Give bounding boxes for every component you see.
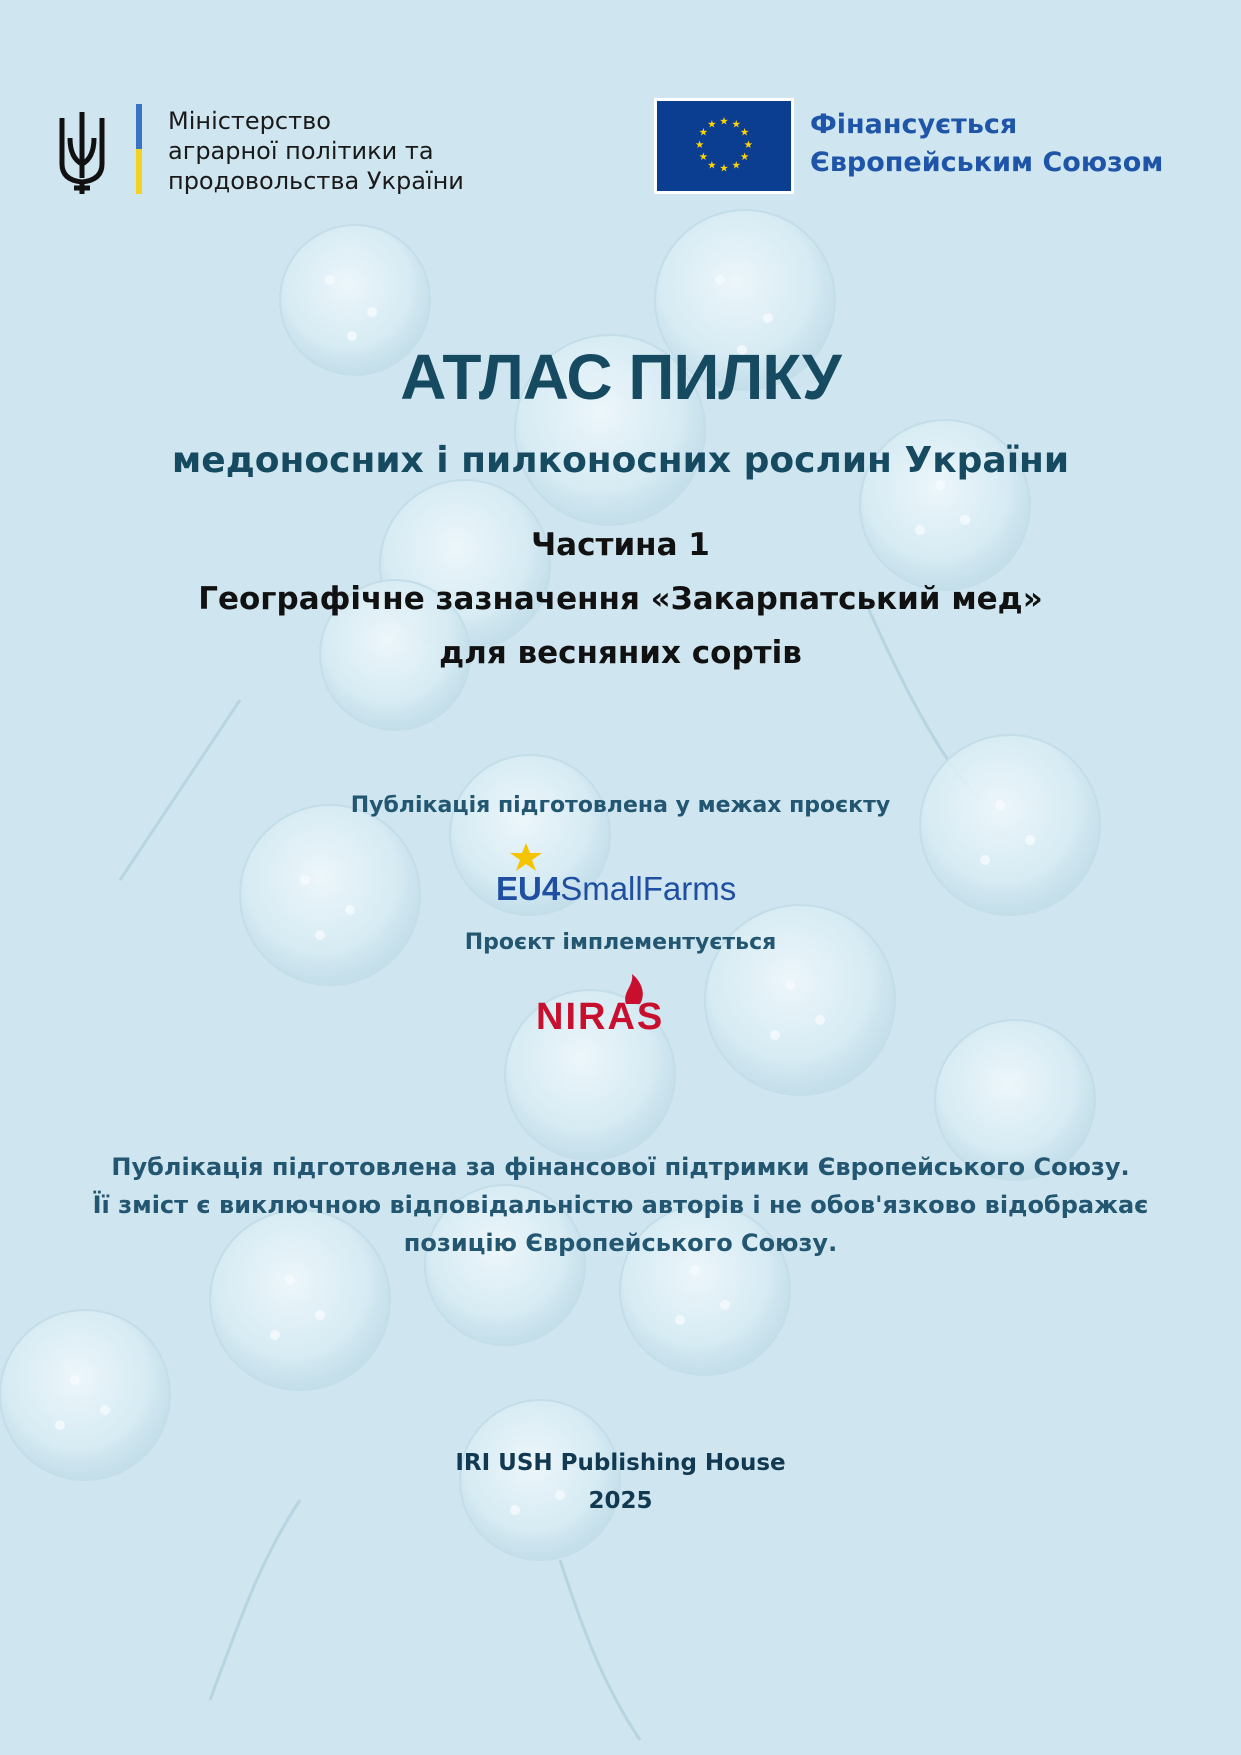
eu4smallfarms-logo-bold: EU4 (496, 870, 561, 907)
eu-funding-block (654, 98, 1194, 198)
disclaimer-line: Публікація підготовлена за фінансової підтримки Європейського Союзу. (111, 1153, 1130, 1181)
niras-logo (530, 972, 710, 1040)
disclaimer-line: Її зміст є виключною відповідальністю авторів і не обов'язково відображає (92, 1191, 1149, 1219)
eu-funding-text (810, 106, 1163, 182)
eu-funding-line: Європейським Союзом (810, 147, 1164, 178)
svg-text:★: ★ (698, 126, 708, 139)
part-line: Географічне зазначення «Закарпатський мед» (198, 581, 1043, 617)
svg-text:★: ★ (740, 151, 750, 164)
ministry-name-line: Міністерство (168, 107, 331, 135)
part-line: Частина 1 (531, 527, 710, 563)
svg-text:★: ★ (731, 118, 741, 131)
svg-text:★: ★ (740, 126, 750, 139)
svg-text:★: ★ (719, 115, 729, 128)
svg-text:★: ★ (695, 138, 705, 151)
star-icon (506, 842, 546, 872)
svg-text:★: ★ (731, 159, 741, 172)
svg-text:★: ★ (707, 159, 717, 172)
ministry-name-line: продовольства України (168, 167, 464, 195)
implementation-note: Проєкт імплементується (464, 930, 777, 955)
page-title: АТЛАС ПИЛКУ (400, 341, 841, 413)
publisher-name: IRI USH Publishing House (455, 1450, 786, 1476)
disclaimer (0, 1148, 1241, 1262)
svg-text:★: ★ (719, 162, 729, 175)
eu4smallfarms-logo (494, 842, 754, 908)
page-subtitle: медоносних і пилконосних рослин України (171, 440, 1070, 481)
svg-text:★: ★ (698, 151, 708, 164)
ministry-name (168, 106, 498, 196)
disclaimer-line: позицію Європейського Союзу. (403, 1229, 838, 1257)
niras-logo-text: NIRAS (536, 996, 665, 1038)
ukraine-flag-bar (136, 104, 142, 194)
part-heading (0, 518, 1241, 680)
svg-text:★: ★ (707, 118, 717, 131)
svg-text:★: ★ (743, 138, 753, 151)
part-line: для весняних сортів (439, 635, 802, 671)
eu-funding-line: Фінансується (810, 109, 1018, 140)
publisher-block (0, 1444, 1241, 1520)
ministry-logo-block (56, 104, 496, 200)
eu4smallfarms-logo-rest: SmallFarms (560, 870, 737, 907)
publication-year: 2025 (588, 1488, 653, 1514)
eu-flag-icon (654, 98, 794, 194)
project-note: Публікація підготовлена у межах проєкту (350, 793, 891, 818)
trident-icon (56, 108, 108, 196)
ministry-name-line: аграрної політики та (168, 137, 434, 165)
